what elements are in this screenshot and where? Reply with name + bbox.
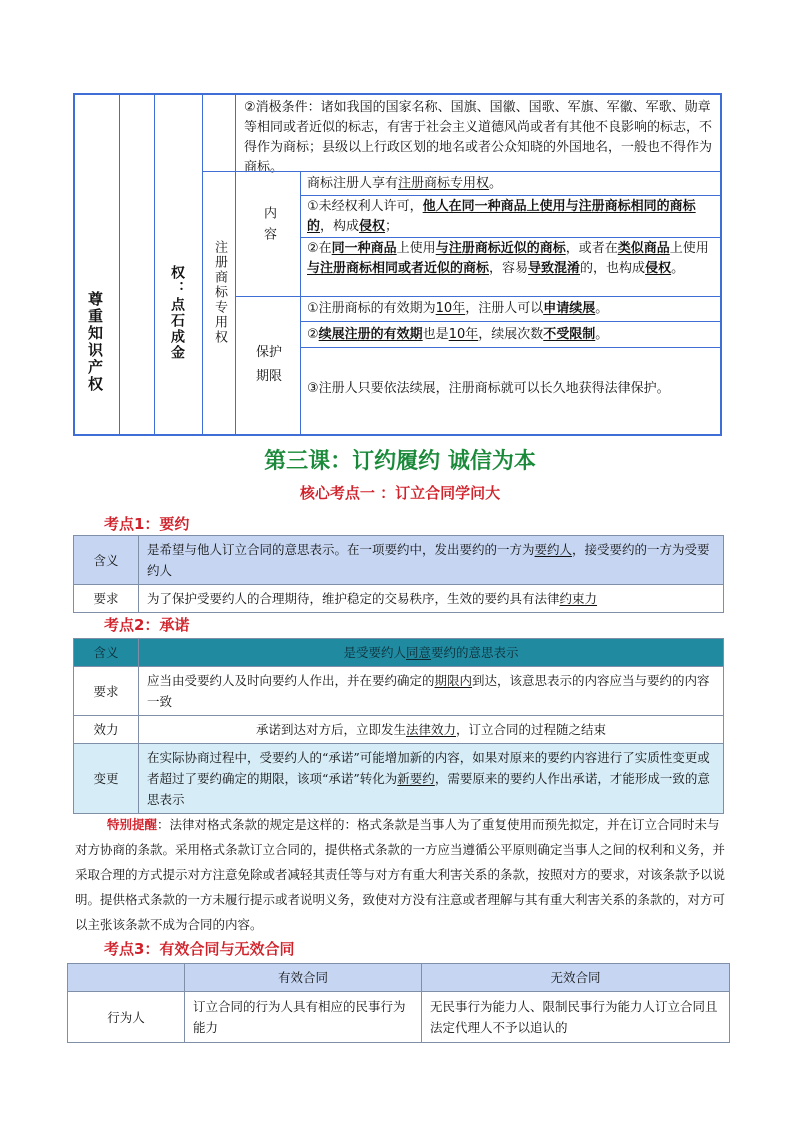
kd2-text-meaning: 是受要约人同意要约的意思表示 [139, 639, 724, 667]
kd3-row-label: 行为人 [68, 992, 185, 1043]
kd3-header-valid: 有效合同 [185, 964, 422, 992]
tip-text: ：法律对格式条款的规定是这样的：格式条款是当事人为了重复使用而预先拟定，并在订立合同时未与对方协商的条款。采用格式条款订立合同的，提供格式条款的一方应当遵循公平原则确定当事人之间的权利和义务，并采取合理的方式提示对方注意免除或者减轻其责任等与对方有重大利害关系的条款，按照对方的要求，对该条款予以说明。提供格式条款的一方未履行提示或者说明义务，致使对方没有注意或者理解与其有重大利害关系的条款的，对方可以主张该条款不成为合同的内容。 [75, 817, 726, 932]
kd3-header-invalid: 无效合同 [422, 964, 730, 992]
kd2-label-requirement: 要求 [74, 667, 139, 716]
kd3-table [67, 963, 730, 1043]
kd3-row-valid: 订立合同的行为人具有相应的民事行为能力 [185, 992, 422, 1043]
period-label: 保护期限 [255, 345, 282, 384]
trademark-right-cell [202, 171, 235, 434]
kd1-text-meaning: 是希望与他人订立合同的意思表示。在一项要约中，发出要约的一方为要约人，接受要约的一方为受要约人 [139, 536, 724, 585]
kd2-label-meaning: 含义 [74, 639, 139, 667]
table-row [74, 744, 724, 814]
table-row [74, 536, 724, 585]
period-row-1: ①注册商标的有效期为10年，注册人可以申请续展。 [300, 296, 722, 321]
kd2-table [73, 638, 724, 814]
table-row [68, 992, 730, 1043]
content-row-1: 商标注册人享有注册商标专用权。 [300, 171, 722, 195]
trademark-right-label: 注册商标专用权 [212, 240, 227, 345]
kd1-label-meaning: 含义 [74, 536, 139, 585]
kd3-title: 考点3：有效合同与无效合同 [104, 940, 295, 958]
kd2-text-change: 在实际协商过程中，受要约人的“承诺”可能增加新的内容，如果对原来的要约内容进行了实质性变更或者超过了要约确定的期限，该项“承诺”转化为新要约，需要原来的要约人作出承诺，才能形成一致的意思表示 [139, 744, 724, 814]
kd1-table [73, 535, 724, 613]
kd1-text-requirement: 为了保护受要约人的合理期待，维护稳定的交易秩序，生效的要约具有法律约束力 [139, 585, 724, 613]
kd3-header-blank [68, 964, 185, 992]
content-row-3: ②在同一种商品上使用与注册商标近似的商标，或者在类似商品上使用与注册商标相同或者近似的商标，容易导致混淆的，也构成侵权。 [300, 237, 722, 296]
content-label-cell [235, 171, 300, 296]
kd2-text-requirement: 应当由受要约人及时向要约人作出，并在要约确定的期限内到达，该意思表示的内容应当与要约的内容一致 [139, 667, 724, 716]
ip-rights-table [73, 93, 722, 436]
period-row-3: ③注册人只要依法续展，注册商标就可以长久地获得法律保护。 [300, 347, 722, 434]
lesson-title: 第三课：订约履约 诚信为本 [264, 449, 536, 474]
negative-conditions: ②消极条件：诸如我国的国家名称、国旗、国徽、国歌、军旗、军徽、军歌、勋章等相同或者近似的标志，有害于社会主义道德风尚或者有其他不良影响的标志，不得作为商标；县级以上行政区划的地名或者公众知晓的外国地名，一般也不得作为商标。 [235, 95, 722, 171]
table-row [74, 667, 724, 716]
content-row-2: ①未经权利人许可，他人在同一种商品上使用与注册商标相同的商标的，构成侵权； [300, 195, 722, 237]
table-row [74, 639, 724, 667]
kd3-row-invalid: 无民事行为能力人、限制民事行为能力人订立合同且法定代理人不予以追认的 [422, 992, 730, 1043]
core-point-title: 核心考点一 ：订立合同学问大 [299, 484, 501, 502]
section-label: 尊重知识产权 [86, 291, 104, 393]
content-label: 内容 [261, 206, 276, 248]
subtitle-label: 权：点石成金 [169, 265, 185, 361]
kd2-title: 考点2：承诺 [104, 616, 190, 634]
kd2-label-effect: 效力 [74, 716, 139, 744]
col-subtitle [154, 95, 202, 434]
kd1-title: 考点1：要约 [104, 515, 190, 533]
table-row [68, 964, 730, 992]
table-row [74, 716, 724, 744]
period-label-cell [235, 296, 300, 434]
col-title [75, 95, 119, 434]
tip-label: 特别提醒 [107, 817, 158, 832]
kd2-label-change: 变更 [74, 744, 139, 814]
period-row-2: ②续展注册的有效期也是10年，续展次数不受限制。 [300, 321, 722, 347]
kd2-text-effect: 承诺到达对方后，立即发生法律效力，订立合同的过程随之结束 [139, 716, 724, 744]
table-row [74, 585, 724, 613]
special-tip [75, 812, 725, 937]
col-empty [119, 95, 154, 434]
kd1-label-requirement: 要求 [74, 585, 139, 613]
